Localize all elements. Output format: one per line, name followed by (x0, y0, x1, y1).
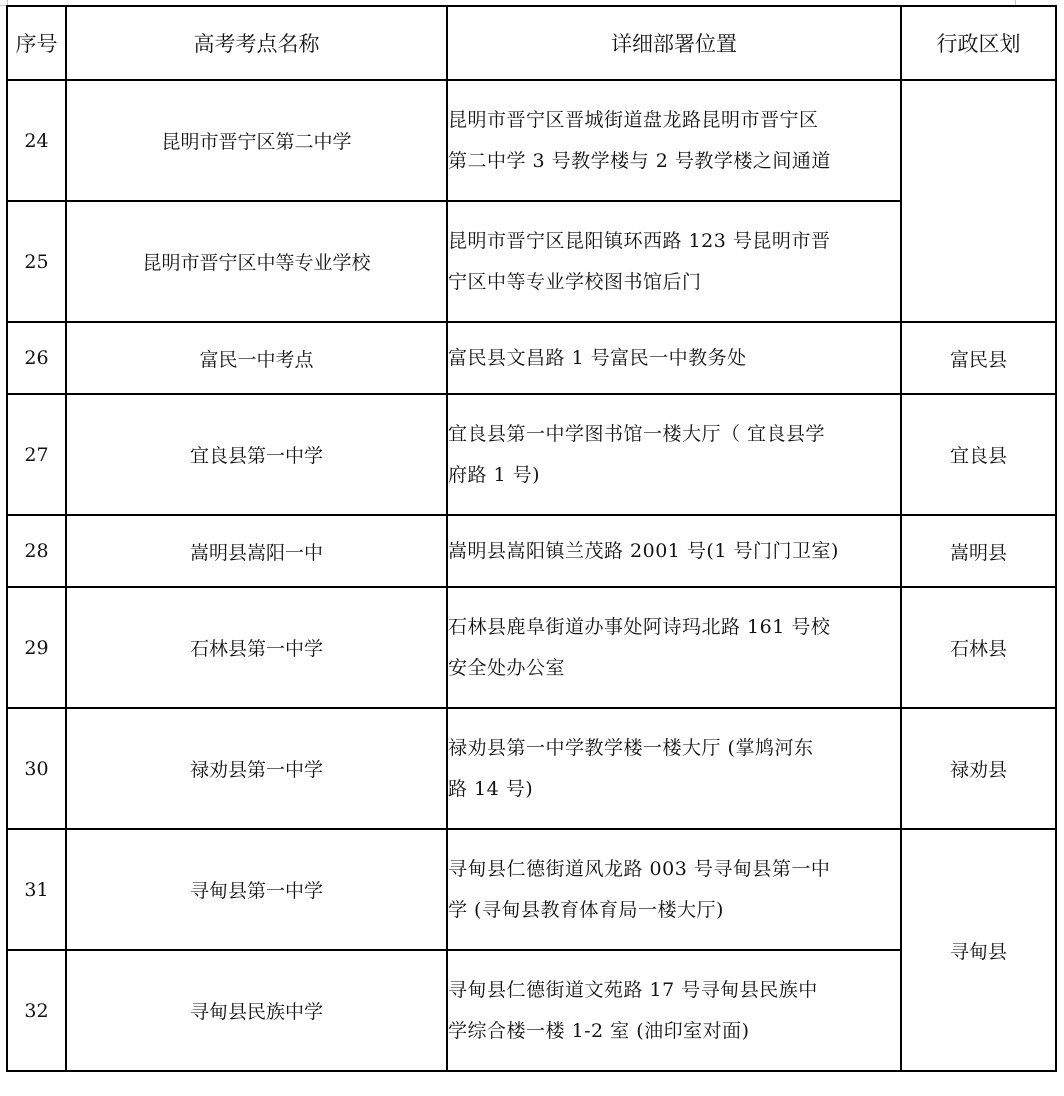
exam-sites-table (6, 5, 1057, 1072)
table-row (7, 587, 1056, 708)
row-index: 26 (7, 322, 66, 394)
location-line: 宁区中等专业学校图书馆后门 (448, 270, 702, 293)
location-line: 嵩明县嵩阳镇兰茂路 2001 号(1 号门门卫室) (448, 539, 839, 562)
location-line: 路 14 号) (448, 777, 534, 800)
table-row (7, 829, 1056, 950)
row-site-name: 嵩明县嵩阳一中 (66, 515, 447, 587)
row-index: 27 (7, 394, 66, 515)
row-site-name: 宜良县第一中学 (66, 394, 447, 515)
header-location: 详细部署位置 (447, 6, 901, 80)
row-district: 富民县 (901, 322, 1056, 394)
location-line: 禄劝县第一中学教学楼一楼大厅 (掌鸠河东 (448, 736, 814, 759)
row-district: 石林县 (901, 587, 1056, 708)
row-index: 29 (7, 587, 66, 708)
row-district: 嵩明县 (901, 515, 1056, 587)
location-line: 昆明市晋宁区昆阳镇环西路 123 号昆明市晋 (448, 229, 831, 252)
header-site-name: 高考考点名称 (66, 6, 447, 80)
header-district: 行政区划 (901, 6, 1056, 80)
table-row (7, 394, 1056, 515)
row-index: 31 (7, 829, 66, 950)
location-line: 第二中学 3 号教学楼与 2 号教学楼之间通道 (448, 149, 831, 172)
row-index: 32 (7, 950, 66, 1071)
header-index: 序号 (7, 6, 66, 80)
row-site-name: 昆明市晋宁区中等专业学校 (66, 201, 447, 322)
table-row (7, 708, 1056, 829)
row-index: 24 (7, 80, 66, 201)
row-index: 30 (7, 708, 66, 829)
row-site-name: 石林县第一中学 (66, 587, 447, 708)
table-row (7, 201, 1056, 322)
location-line: 宜良县第一中学图书馆一楼大厅（ 宜良县学 (448, 422, 826, 445)
row-location (447, 201, 901, 322)
row-location (447, 80, 901, 201)
row-location (447, 394, 901, 515)
row-district: 宜良县 (901, 394, 1056, 515)
row-location (447, 829, 901, 950)
location-line: 石林县鹿阜街道办事处阿诗玛北路 161 号校 (448, 615, 831, 638)
table-row (7, 322, 1056, 394)
row-site-name: 昆明市晋宁区第二中学 (66, 80, 447, 201)
table-header-row (7, 6, 1056, 80)
row-location (447, 515, 901, 587)
table-row (7, 80, 1056, 201)
row-district (901, 80, 1056, 322)
row-site-name: 禄劝县第一中学 (66, 708, 447, 829)
location-line: 寻甸县仁德街道文苑路 17 号寻甸县民族中 (448, 978, 818, 1001)
row-site-name: 富民一中考点 (66, 322, 447, 394)
row-index: 28 (7, 515, 66, 587)
row-index: 25 (7, 201, 66, 322)
row-site-name: 寻甸县民族中学 (66, 950, 447, 1071)
row-location (447, 708, 901, 829)
location-line: 府路 1 号) (448, 463, 541, 486)
table-row (7, 950, 1056, 1071)
table-row (7, 515, 1056, 587)
location-line: 昆明市晋宁区晋城街道盘龙路昆明市晋宁区 (448, 108, 819, 131)
row-location (447, 322, 901, 394)
location-line: 学综合楼一楼 1-2 室 (油印室对面) (448, 1019, 750, 1042)
row-district: 寻甸县 (901, 829, 1056, 1071)
location-line: 安全处办公室 (448, 656, 566, 679)
location-line: 学 (寻甸县教育体育局一楼大厅) (448, 898, 724, 921)
row-location (447, 950, 901, 1071)
row-location (447, 587, 901, 708)
row-site-name: 寻甸县第一中学 (66, 829, 447, 950)
row-district: 禄劝县 (901, 708, 1056, 829)
location-line: 富民县文昌路 1 号富民一中教务处 (448, 346, 747, 369)
location-line: 寻甸县仁德街道风龙路 003 号寻甸县第一中 (448, 857, 831, 880)
